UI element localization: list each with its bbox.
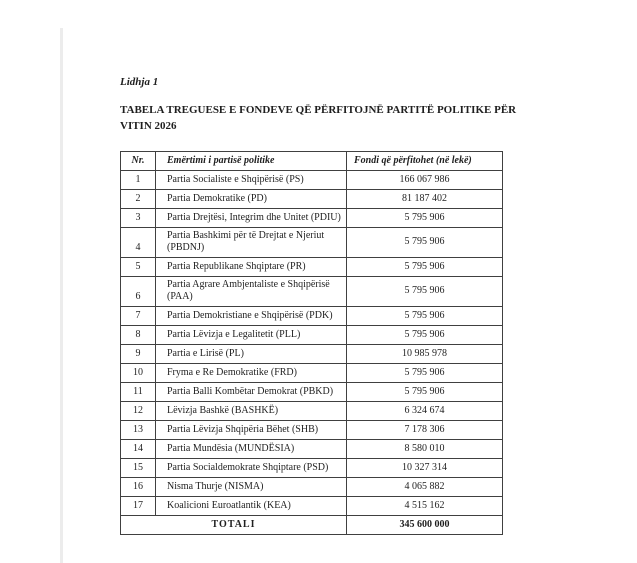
row-number-cell: 2 <box>121 189 156 208</box>
party-name-cell: Lëvizja Bashkë (BASHKË) <box>156 401 347 420</box>
row-number-cell: 6 <box>121 276 156 306</box>
table-row <box>121 477 503 496</box>
table-row <box>121 325 503 344</box>
party-name-cell: Partia Demokristiane e Shqipërisë (PDK) <box>156 306 347 325</box>
row-number-cell: 15 <box>121 458 156 477</box>
fund-amount-cell: 5 795 906 <box>347 276 503 306</box>
party-name-cell: Partia e Lirisë (PL) <box>156 344 347 363</box>
table-row <box>121 439 503 458</box>
table-row <box>121 363 503 382</box>
fund-amount-cell: 5 795 906 <box>347 306 503 325</box>
fund-amount-cell: 8 580 010 <box>347 439 503 458</box>
row-number-cell: 16 <box>121 477 156 496</box>
party-name-cell: Partia Bashkimi për të Drejtat e Njeriut (PBDNJ) <box>156 227 347 257</box>
party-name-cell: Partia Lëvizja Shqipëria Bëhet (SHB) <box>156 420 347 439</box>
party-name-cell: Partia Lëvizja e Legalitetit (PLL) <box>156 325 347 344</box>
row-number-cell: 3 <box>121 208 156 227</box>
table-body <box>121 170 503 515</box>
row-number-cell: 17 <box>121 496 156 515</box>
party-name-cell: Fryma e Re Demokratike (FRD) <box>156 363 347 382</box>
party-name-cell: Partia Drejtësi, Integrim dhe Unitet (PDIU) <box>156 208 347 227</box>
document-content <box>120 76 520 535</box>
row-number-cell: 13 <box>121 420 156 439</box>
annex-label: Lidhja 1 <box>120 76 159 88</box>
table-row <box>121 344 503 363</box>
row-number-cell: 1 <box>121 170 156 189</box>
table-row <box>121 189 503 208</box>
party-name-cell: Partia Socialiste e Shqipërisë (PS) <box>156 170 347 189</box>
header-nr: Nr. <box>121 151 156 170</box>
fund-amount-cell: 5 795 906 <box>347 382 503 401</box>
fund-amount-cell: 4 515 162 <box>347 496 503 515</box>
table-row <box>121 401 503 420</box>
funds-table <box>120 151 503 535</box>
page-edge-divider <box>60 28 63 563</box>
row-number-cell: 12 <box>121 401 156 420</box>
table-row <box>121 170 503 189</box>
party-name-cell: Koalicioni Euroatlantik (KEA) <box>156 496 347 515</box>
party-name-cell: Partia Republikane Shqiptare (PR) <box>156 257 347 276</box>
fund-amount-cell: 7 178 306 <box>347 420 503 439</box>
row-number-cell: 9 <box>121 344 156 363</box>
fund-amount-cell: 10 327 314 <box>347 458 503 477</box>
total-row <box>121 515 503 534</box>
fund-amount-cell: 5 795 906 <box>347 257 503 276</box>
row-number-cell: 8 <box>121 325 156 344</box>
table-header-row <box>121 151 503 170</box>
total-value-cell: 345 600 000 <box>347 515 503 534</box>
fund-amount-cell: 5 795 906 <box>347 325 503 344</box>
fund-amount-cell: 81 187 402 <box>347 189 503 208</box>
document-title: TABELA TREGUESE E FONDEVE QË PËRFITOJNË PARTITË POLITIKE PËR VITIN 2026 <box>120 104 517 132</box>
table-row <box>121 306 503 325</box>
fund-amount-cell: 166 067 986 <box>347 170 503 189</box>
fund-amount-cell: 5 795 906 <box>347 227 503 257</box>
table-row <box>121 257 503 276</box>
table-row <box>121 227 503 257</box>
fund-amount-cell: 5 795 906 <box>347 208 503 227</box>
table-row <box>121 382 503 401</box>
party-name-cell: Partia Balli Kombëtar Demokrat (PBKD) <box>156 382 347 401</box>
table-row <box>121 458 503 477</box>
fund-amount-cell: 5 795 906 <box>347 363 503 382</box>
party-name-cell: Partia Socialdemokrate Shqiptare (PSD) <box>156 458 347 477</box>
table-row <box>121 420 503 439</box>
fund-amount-cell: 6 324 674 <box>347 401 503 420</box>
table-row <box>121 496 503 515</box>
header-party-name: Emërtimi i partisë politike <box>156 151 347 170</box>
fund-amount-cell: 4 065 882 <box>347 477 503 496</box>
party-name-cell: Partia Agrare Ambjentaliste e Shqipërisë (PAA) <box>156 276 347 306</box>
row-number-cell: 14 <box>121 439 156 458</box>
row-number-cell: 4 <box>121 227 156 257</box>
row-number-cell: 5 <box>121 257 156 276</box>
party-name-cell: Partia Demokratike (PD) <box>156 189 347 208</box>
row-number-cell: 11 <box>121 382 156 401</box>
fund-amount-cell: 10 985 978 <box>347 344 503 363</box>
total-label-cell: TOTALI <box>121 515 347 534</box>
row-number-cell: 7 <box>121 306 156 325</box>
party-name-cell: Nisma Thurje (NISMA) <box>156 477 347 496</box>
party-name-cell: Partia Mundësia (MUNDËSIA) <box>156 439 347 458</box>
row-number-cell: 10 <box>121 363 156 382</box>
table-row <box>121 208 503 227</box>
header-fund-amount: Fondi që përfitohet (në lekë) <box>347 151 503 170</box>
table-row <box>121 276 503 306</box>
